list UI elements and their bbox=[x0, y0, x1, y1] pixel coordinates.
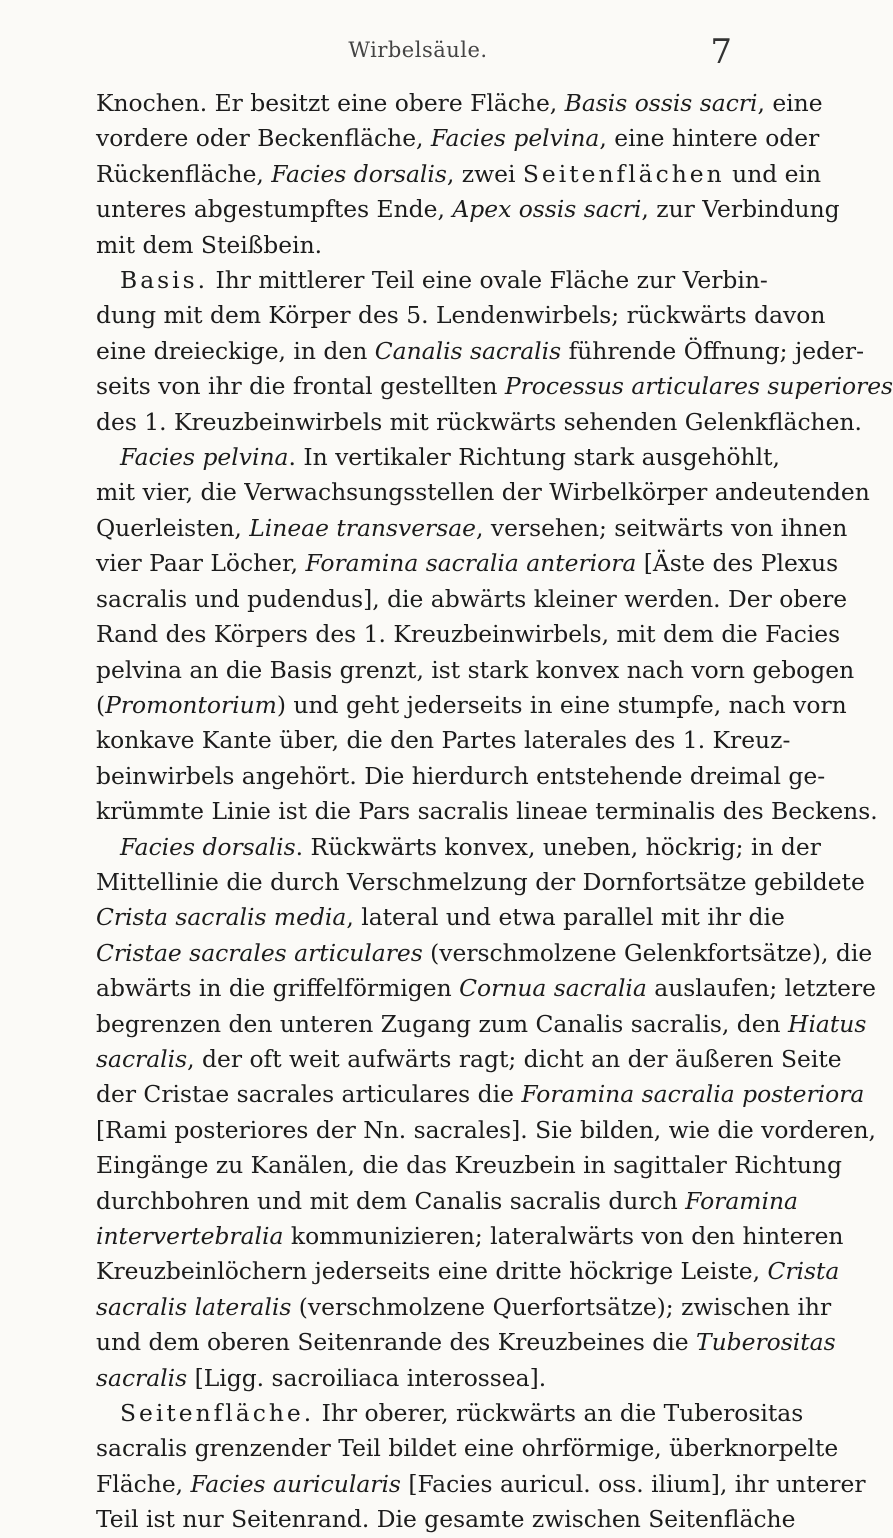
text-line bbox=[96, 1184, 798, 1219]
italic-term: sacralis bbox=[96, 1363, 188, 1392]
text-run: Teil ist nur Seitenrand. Die gesamte zwischen Seitenfläche bbox=[96, 1505, 796, 1534]
text-run: mit vier, die Verwachsungsstellen der Wirbelkörper andeutenden bbox=[96, 478, 870, 507]
text-line bbox=[96, 1148, 842, 1183]
text-line bbox=[96, 263, 768, 298]
italic-term: Facies dorsalis bbox=[120, 832, 296, 861]
italic-term: Apex ossis sacri bbox=[452, 195, 642, 224]
text-run: [Ligg. sacroiliaca interossea]. bbox=[187, 1363, 547, 1392]
text-run: , lateral und etwa parallel mit ihr die bbox=[346, 903, 785, 932]
body-text bbox=[96, 86, 893, 1538]
text-line bbox=[96, 1325, 836, 1360]
italic-term: Crista bbox=[767, 1257, 840, 1286]
text-run: sacralis und pudendus], die abwärts kleiner werden. Der obere bbox=[96, 584, 848, 613]
text-run: unteres abgestumpftes Ende, bbox=[96, 195, 453, 224]
text-run: [Äste des Plexus bbox=[636, 549, 839, 578]
text-run: des 1. Kreuzbeinwirbels mit rückwärts sehenden Gelenkflächen. bbox=[96, 407, 862, 436]
text-run: und ein bbox=[724, 159, 822, 188]
text-run: , der oft weit aufwärts ragt; dicht an der äußeren Seite bbox=[187, 1044, 842, 1073]
text-line bbox=[96, 369, 893, 404]
text-line bbox=[96, 1396, 804, 1431]
text-run: der Cristae sacrales articulares die bbox=[96, 1080, 522, 1109]
text-run: Rand des Körpers des 1. Kreuzbeinwirbels, mit dem die Facies bbox=[96, 620, 841, 649]
text-run: , zwei bbox=[446, 159, 523, 188]
italic-term: Foramina sacralia posteriora bbox=[521, 1080, 865, 1109]
text-line bbox=[96, 723, 791, 758]
text-run: , versehen; seitwärts von ihnen bbox=[476, 513, 848, 542]
text-line bbox=[96, 86, 823, 121]
italic-term: Crista sacralis media bbox=[96, 903, 347, 932]
text-line bbox=[96, 298, 826, 333]
text-run: mit dem Steißbein. bbox=[96, 230, 323, 259]
italic-term: Facies auricularis bbox=[190, 1469, 401, 1498]
text-run: eine dreieckige, in den bbox=[96, 336, 375, 365]
italic-term: Canalis sacralis bbox=[374, 336, 562, 365]
text-line bbox=[96, 1502, 796, 1537]
text-line bbox=[96, 688, 847, 723]
text-run: , eine hintere oder bbox=[599, 124, 820, 153]
text-line bbox=[96, 1431, 839, 1466]
italic-term: Facies pelvina bbox=[120, 443, 289, 472]
italic-term: Cristae sacrales articulares bbox=[96, 938, 423, 967]
text-line bbox=[96, 192, 840, 227]
text-run: sacralis grenzender Teil bildet eine ohrförmige, überknorpelte bbox=[96, 1434, 839, 1463]
text-run: pelvina an die Basis grenzt, ist stark konvex nach vorn gebogen bbox=[96, 655, 855, 684]
text-run: [Facies auricul. oss. ilium], ihr unterer bbox=[400, 1469, 866, 1498]
italic-term: Promontorium bbox=[105, 690, 277, 719]
text-run: begrenzen den unteren Zugang zum Canalis sacralis, den bbox=[96, 1009, 789, 1038]
text-line bbox=[96, 334, 864, 369]
text-line bbox=[96, 1113, 876, 1148]
text-run: (verschmolzene Gelenkfortsätze), die bbox=[422, 938, 873, 967]
italic-term: Foramina sacralia anteriora bbox=[305, 549, 637, 578]
text-run: kommunizieren; lateralwärts von den hinteren bbox=[283, 1222, 844, 1250]
text-run: krümmte Linie ist die Pars sacralis lineae terminalis des Beckens. bbox=[96, 797, 878, 826]
text-line bbox=[96, 1361, 726, 1396]
text-line bbox=[96, 1290, 832, 1325]
text-run: Rückenfläche, bbox=[96, 159, 272, 188]
spaced-heading: Basis. bbox=[120, 266, 209, 295]
text-run: [Rami posteriores der Nn. sacrales]. Sie bilden, wie die vorderen, bbox=[96, 1115, 876, 1144]
text-run: , zur Verbindung bbox=[641, 195, 840, 224]
text-run: vordere oder Beckenfläche, bbox=[96, 124, 431, 153]
text-line bbox=[96, 936, 873, 971]
text-line bbox=[96, 830, 821, 865]
running-title: Wirbelsäule. bbox=[348, 38, 488, 62]
text-line bbox=[96, 1077, 865, 1112]
text-line bbox=[96, 1042, 842, 1077]
text-line bbox=[96, 971, 876, 1006]
text-line bbox=[96, 228, 726, 263]
text-run: Mittellinie die durch Verschmelzung der Dornfortsätze gebildete bbox=[96, 867, 865, 896]
italic-term: Lineae transversae bbox=[249, 513, 477, 542]
text-run: Eingänge zu Kanälen, die das Kreuzbein in sagittaler Richtung bbox=[96, 1151, 842, 1180]
text-line bbox=[96, 546, 839, 581]
text-run: Knochen. Er besitzt eine obere Fläche, bbox=[96, 89, 565, 117]
text-run: durchbohren und mit dem Canalis sacralis durch bbox=[96, 1186, 686, 1215]
page-number: 7 bbox=[710, 32, 732, 72]
text-line bbox=[96, 617, 841, 652]
text-run: führende Öffnung; jeder- bbox=[561, 336, 864, 365]
italic-term: Facies pelvina bbox=[430, 124, 600, 153]
text-line bbox=[96, 582, 848, 617]
running-header bbox=[96, 32, 740, 78]
text-run: (verschmolzene Querfortsätze); zwischen ihr bbox=[291, 1292, 832, 1321]
text-line bbox=[96, 440, 780, 475]
text-run: abwärts in die griffelförmigen bbox=[96, 974, 460, 1003]
italic-term: Foramina bbox=[685, 1186, 798, 1215]
italic-term: Facies dorsalis bbox=[271, 159, 447, 188]
italic-term: Cornua sacralia bbox=[459, 974, 647, 1003]
spaced-heading: Seitenflächen bbox=[522, 159, 725, 188]
text-run: Kreuzbeinlöchern jederseits eine dritte höckrige Leiste, bbox=[96, 1257, 768, 1286]
text-line bbox=[96, 794, 878, 829]
text-line bbox=[96, 157, 822, 192]
text-line bbox=[96, 1467, 866, 1502]
text-run: Fläche, bbox=[96, 1469, 191, 1498]
text-line bbox=[96, 405, 862, 440]
text-run: dung mit dem Körper des 5. Lendenwirbels; rückwärts davon bbox=[96, 301, 826, 330]
italic-term: sacralis bbox=[96, 1044, 188, 1073]
italic-term: Hiatus bbox=[788, 1009, 867, 1038]
italic-term: intervertebralia bbox=[96, 1222, 284, 1250]
italic-term: Tuberositas bbox=[696, 1328, 836, 1357]
text-line bbox=[96, 1219, 844, 1254]
text-run: , eine bbox=[757, 89, 823, 117]
italic-term: Processus articulares superiores bbox=[504, 372, 893, 401]
text-line bbox=[96, 475, 870, 510]
text-line bbox=[96, 900, 785, 935]
italic-term: sacralis lateralis bbox=[96, 1292, 292, 1321]
text-run: . Rückwärts konvex, uneben, höckrig; in der bbox=[295, 832, 821, 861]
text-line bbox=[96, 759, 826, 794]
spaced-heading: Seitenfläche. bbox=[120, 1399, 315, 1428]
text-run: Ihr mittlerer Teil eine ovale Fläche zur Verbin- bbox=[208, 266, 768, 295]
text-run: auslaufen; letztere bbox=[646, 974, 876, 1003]
text-line bbox=[96, 1254, 840, 1289]
text-run: ( bbox=[96, 690, 106, 719]
text-line bbox=[96, 865, 865, 900]
text-run: ) und geht jederseits in eine stumpfe, nach vorn bbox=[276, 690, 847, 719]
text-run: vier Paar Löcher, bbox=[96, 549, 306, 578]
text-run: und dem oberen Seitenrande des Kreuzbeines die bbox=[96, 1328, 697, 1357]
text-line bbox=[96, 1007, 867, 1042]
text-run: Querleisten, bbox=[96, 513, 250, 542]
text-run: seits von ihr die frontal gestellten bbox=[96, 372, 505, 401]
text-line bbox=[96, 653, 855, 688]
text-run: . In vertikaler Richtung stark ausgehöhlt, bbox=[288, 443, 780, 472]
italic-term: Basis ossis sacri bbox=[564, 89, 758, 117]
text-line bbox=[96, 511, 848, 546]
text-run: beinwirbels angehört. Die hierdurch entstehende dreimal ge- bbox=[96, 761, 826, 790]
text-line bbox=[96, 121, 820, 156]
text-run: Ihr oberer, rückwärts an die Tuberositas bbox=[314, 1399, 804, 1428]
text-run: konkave Kante über, die den Partes laterales des 1. Kreuz- bbox=[96, 726, 791, 755]
